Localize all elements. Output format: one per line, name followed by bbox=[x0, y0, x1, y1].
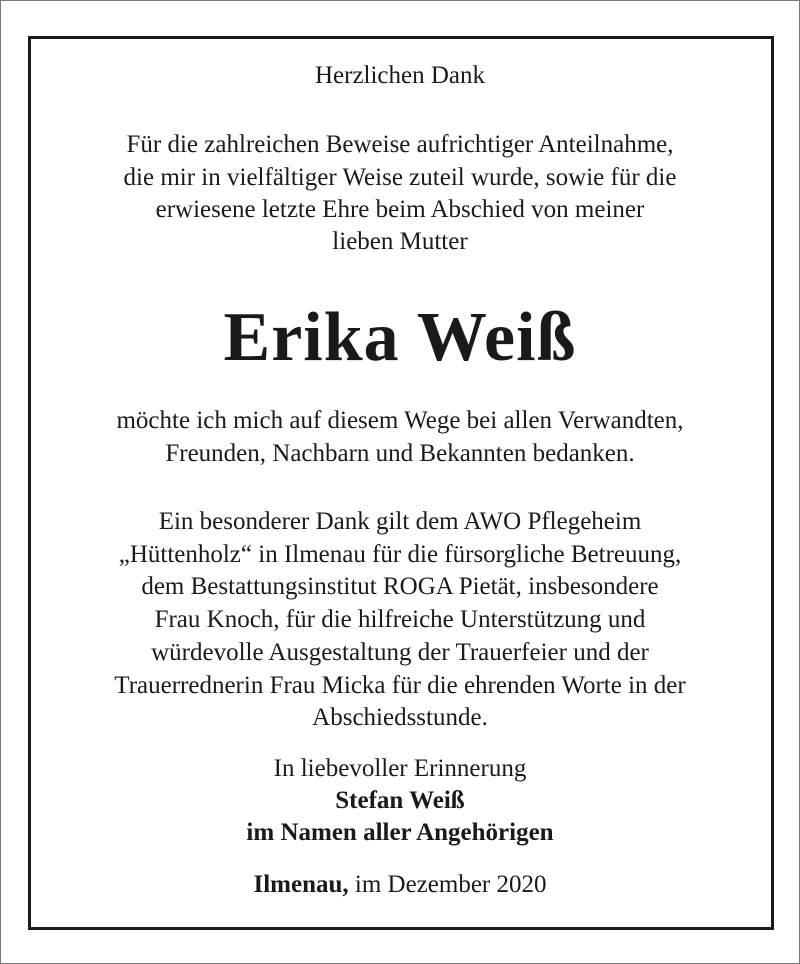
special-thanks-line: Frau Knoch, für die hilfreiche Unterstützung und bbox=[154, 606, 646, 633]
intro-line: lieben Mutter bbox=[332, 228, 468, 255]
signer-name: Stefan Weiß bbox=[335, 787, 465, 814]
closing-line: In liebevoller Erinnerung bbox=[273, 755, 527, 782]
date: im Dezember 2020 bbox=[354, 871, 547, 898]
special-thanks-line: würdevolle Ausgestaltung der Trauerfeier und der bbox=[151, 639, 649, 666]
notice-heading: Herzlichen Dank bbox=[314, 62, 486, 89]
special-thanks-line: „Hüttenholz“ in Ilmenau für die fürsorgliche Betreuung, bbox=[118, 541, 682, 568]
place: Ilmenau, bbox=[253, 871, 349, 898]
special-thanks-line: Trauerrednerin Frau Micka für die ehrenden Worte in der bbox=[114, 672, 686, 699]
intro-line: Für die zahlreichen Beweise aufrichtiger Anteilnahme, bbox=[126, 131, 674, 158]
special-thanks-line: Ein besonderer Dank gilt dem AWO Pflegeheim bbox=[158, 508, 642, 535]
intro-line: erwiesene letzte Ehre beim Abschied von meiner bbox=[155, 196, 645, 223]
intro-line: die mir in vielfältiger Weise zuteil wurde, sowie für die bbox=[123, 164, 677, 191]
special-thanks-line: dem Bestattungsinstitut ROGA Pietät, insbesondere bbox=[141, 573, 659, 600]
thanks-line: Freunden, Nachbarn und Bekannten bedanken. bbox=[165, 440, 635, 467]
place-date-line bbox=[0, 870, 800, 900]
special-thanks-line: Abschiedsstunde. bbox=[312, 704, 488, 731]
signer-note: im Namen aller Angehörigen bbox=[246, 819, 554, 846]
thanks-line: möchte ich mich auf diesem Wege bei allen Verwandten, bbox=[116, 407, 684, 434]
deceased-name: Erika Weiß bbox=[223, 299, 577, 376]
